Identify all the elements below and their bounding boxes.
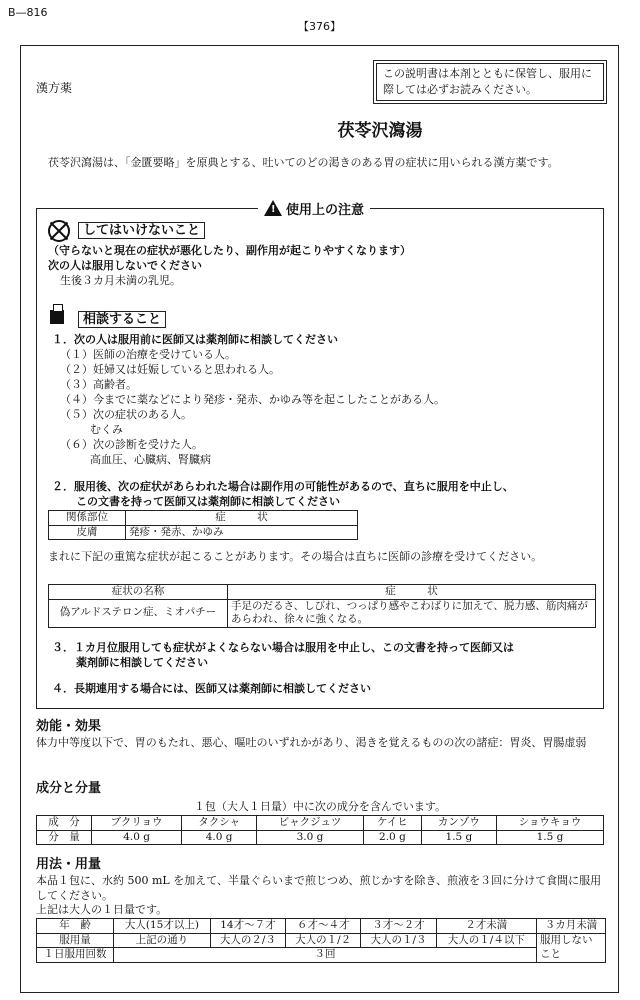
serious-effect-table [48,584,596,628]
table-header: 年 齢 [37,919,114,934]
consult-item-6-sub: 高血圧、心臓病、腎臓病 [90,453,211,466]
dose-cell: 服用しないこと [537,933,606,962]
dosage-table [36,918,606,963]
prohibited-icon [48,220,70,242]
table-cell: 皮膚 [49,525,126,540]
rare-note: まれに下記の重篤な症状が起こることがあります。その場合は直ちに医師の診療を受けてください。 [48,550,543,563]
consult-p2: ２．服用後、次の症状があらわれた場合は副作用の可能性があるので、直ちに服用を中止し、 [52,480,514,493]
consult-item-2: （２）妊婦又は妊娠していると思われる人。 [60,363,280,376]
table-cell: 発疹・発赤、かゆみ [126,525,358,540]
consult-item-3: （３）高齢者。 [60,378,137,391]
dose-cell: 上記の通り [114,933,211,948]
dosage-note: 上記は大人の１日量です。 [36,903,168,916]
ingredient-amount: 2.0 g [363,830,421,845]
ingredient-name: ショウキョウ [496,816,603,831]
table-header: 関係部位 [49,511,126,526]
consult-icon [50,310,64,324]
dose-cell: 大人の１/４以下 [436,933,536,948]
product-title: 茯苓沢瀉湯 [337,121,423,141]
composition-heading: 成分と分量 [36,781,102,796]
dose-cell: 大人の２/３ [210,933,285,948]
table-header: 成 分 [37,816,92,831]
table-header: １日服用回数 [37,948,114,963]
dont-label: してはいけないこと [78,222,205,240]
ingredient-amount: 3.0 g [257,830,364,845]
table-header: 分 量 [37,830,92,845]
table-header: 症 状 [228,585,596,600]
intro-text: 茯苓沢瀉湯は、「金匱要略」を原典とする、吐いてのどの渇きのある胃の症状に用いられる漢方薬です。 [48,156,559,169]
dosage-heading: 用法・用量 [36,857,102,872]
ingredient-amount: 1.5 g [496,830,603,845]
table-header: 服用量 [37,933,114,948]
consult-item-4: （４）今までに薬などにより発疹・発赤、かゆみ等を起こしたことがある人。 [60,393,445,406]
ingredient-name: ケイヒ [363,816,421,831]
ingredient-name: タクシャ [182,816,257,831]
ingredient-amount: 1.5 g [421,830,496,845]
warning-icon [264,200,282,216]
ingredient-name: ビャクジュツ [257,816,364,831]
page-number: 【376】 [298,20,341,33]
consult-item-1: （１）医師の治療を受けている人。 [60,348,236,361]
age-cell: ２才未満 [436,919,536,934]
age-cell: 14才〜７才 [210,919,285,934]
document-code: B—816 [8,6,48,19]
consult-item-6: （６）次の診断を受けた人。 [60,438,203,451]
efficacy-text: 体力中等度以下で、胃のもたれ、悪心、嘔吐のいずれかがあり、渇きを覚えるものの次の諸症：胃炎、胃腸虚弱 [36,736,587,749]
ingredient-amount: 4.0 g [182,830,257,845]
side-effect-table [48,510,358,540]
table-cell: 偽アルドステロン症、ミオパチー [49,599,228,627]
ingredient-name: カンゾウ [421,816,496,831]
composition-table [36,815,604,845]
table-header: 症状の名称 [49,585,228,600]
dont-item: 生後３カ月未満の乳児。 [60,274,181,287]
dont-lead: 次の人は服用しないでください [48,259,202,272]
age-cell: ６才〜４才 [286,919,361,934]
table-header: 症 状 [126,511,358,526]
times-cell: ３回 [114,948,537,963]
consult-item-5-sub: むくみ [90,423,123,436]
consult-p3: ３．１カ月位服用しても症状がよくならない場合は服用を中止し、この文書を持って医師又は [52,641,514,654]
ingredient-amount: 4.0 g [92,830,182,845]
caution-title: !使用上の注意 [258,200,370,220]
consult-label: 相談すること [78,311,166,329]
consult-p2-cont: この文書を持って医師又は薬剤師に相談してください [76,495,340,508]
table-cell: 手足のだるさ、しびれ、つっぱり感やこわばりに加えて、脱力感、筋肉痛があらわれ、徐々に強くなる。 [228,599,596,627]
dosage-text: 本品１包に、水約 500 mL を加えて、半量ぐらいまで煎じつめ、煎じかすを除き、煎液を３回に分けて食間に服用してください。 [36,874,602,902]
age-cell: ３カ月未満 [537,919,606,934]
age-cell: ３才〜２才 [361,919,436,934]
dose-cell: 大人の１/２ [286,933,361,948]
consult-p1: １．次の人は服用前に医師又は薬剤師に相談してください [52,333,338,346]
efficacy-heading: 効能・効果 [36,719,102,734]
consult-p3-cont: 薬剤師に相談してください [76,656,208,669]
composition-caption: １包（大人１日量）中に次の成分を含んでいます。 [193,800,447,813]
age-cell: 大人(15才以上) [114,919,211,934]
ingredient-name: ブクリョウ [92,816,182,831]
category-label: 漢方薬 [36,81,73,95]
consult-item-5: （５）次の症状のある人。 [60,408,192,421]
dose-cell: 大人の１/３ [361,933,436,948]
consult-p4: ４．長期連用する場合には、医師又は薬剤師に相談してください [52,682,371,695]
storage-notice: この説明書は本剤とともに保管し、服用に際しては必ずお読みください。 [376,63,604,101]
dont-note: （守らないと現在の症状が悪化したり、副作用が起こりやすくなります） [48,244,411,257]
